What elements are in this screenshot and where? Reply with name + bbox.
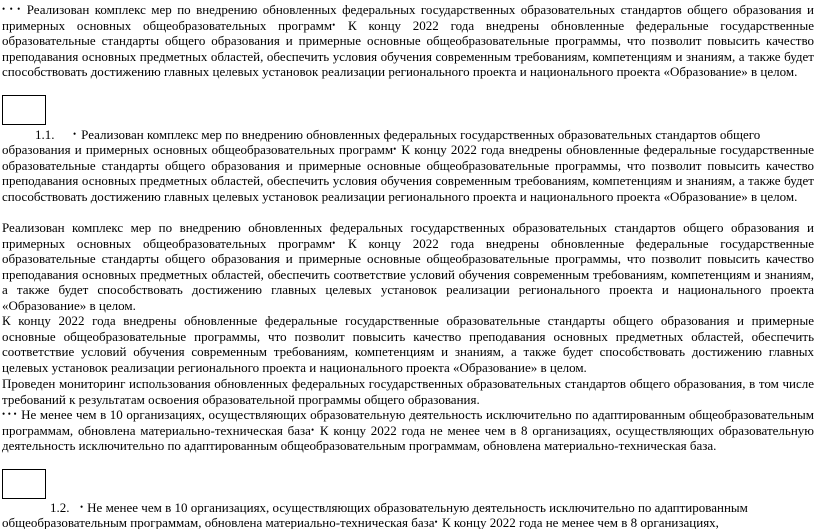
bullet-icon: •: [80, 502, 84, 512]
item-1-1-tail: К концу 2022 года внедрены обновленные федеральные государственные образовательные стандарты общего образования и примерные основные общеобразовательные программы, что позволит повысить качество преподавания основных предметных областей, обеспечить условия обучения современным требованиям, компетенциям и знаниям, а также будет способствовать достижению главных целевых установок реализации регионального проекта и национального проекта «Образование» в целом.: [2, 142, 815, 204]
item-1-2-number: 1.2.: [50, 500, 70, 515]
bullet-icon: •: [332, 19, 336, 30]
bullet-icon: •: [332, 237, 336, 248]
item-1-2-tail: К концу 2022 года не менее чем в 8 организациях,: [441, 515, 719, 529]
paragraph-6-tail: К концу 2022 года не менее чем в 8 организациях, осуществляющих образовательную деятельность исключительно по адаптированным общеобразовательным программам, обновлена материально-техническая база.: [2, 422, 815, 454]
paragraph-3: [2, 220, 814, 314]
paragraph-1: [2, 2, 814, 80]
bullet-icon: •: [73, 129, 77, 139]
bullet-icon: •: [310, 424, 315, 435]
paragraph-4: К концу 2022 года внедрены обновленные федеральные государственные образовательные стандарты общего образования и примерные основные общеобразовательные программы, что позволит повысить качество преподавания основных предметных областей, обеспечить соответствие условий обучения современным требованиям, компетенциям и знаниям, а также будет способствовать достижению главных целевых установок реализации регионального проекта и национального проекта «Образование» в целом.: [2, 313, 814, 375]
item-1-1-body: [2, 142, 814, 204]
paragraph-5: Проведен мониторинг использования обновленных федеральных государственных образовательных стандартов общего образования, в том числе требований к результатам освоения образовательной программы общего образования.: [2, 376, 814, 407]
bullet-triple-icon: • • •: [2, 409, 17, 419]
item-1-1-number: 1.1.: [35, 127, 55, 142]
bullet-icon: •: [434, 517, 438, 527]
empty-cell-box: [2, 469, 46, 499]
paragraph-3-tail: К концу 2022 года внедрены обновленные федеральные государственные образовательные стандарты общего образования и примерные основные общеобразовательные программы, что позволит повысить качество преподавания основных предметных областей, обеспечить соответствие условий обучения современным требованиям, компетенциям и знаниям, а также будет способствовать достижению главных целевых установок реализации регионального проекта и национального проекта «Образование» в целом.: [2, 235, 815, 313]
paragraph-1-lead: Реализован комплекс мер по внедрению обновленных федеральных государственных образовательных стандартов общего образования и примерных основных общеобразовательных программ: [2, 2, 815, 33]
item-1-1-first-line: Реализован комплекс мер по внедрению обновленных федеральных государственных образовательных стандартов общего: [81, 127, 761, 142]
item-1-1-lead: образования и примерных основных общеобразовательных программ: [2, 142, 394, 157]
paragraph-6: [2, 407, 814, 454]
paragraph-3-lead: Реализован комплекс мер по внедрению обновленных федеральных государственных образовательных стандартов общего образования и примерных основных общеобразовательных программ: [2, 220, 814, 251]
item-1-2-heading: [50, 500, 748, 516]
item-1-1-heading: [35, 127, 760, 143]
paragraph-1-tail: К концу 2022 года внедрены обновленные федеральные государственные образовательные стандарты общего образования и примерные основные общеобразовательные программы, что позволит повысить качество преподавания основных предметных областей, обеспечить условия обучения современным требованиям, компетенциям и знаниям, а также будет способствовать достижению главных целевых установок реализации регионального проекта и национального проекта «Образование» в целом.: [2, 17, 815, 80]
empty-cell-box: [2, 95, 46, 125]
bullet-icon: •: [393, 144, 397, 154]
paragraph-6-lead: Не менее чем в 10 организациях, осуществляющих образовательную деятельность исключительно по адаптированным общеобразовательным программам, обновлена материально-техническая база: [2, 407, 814, 438]
bullet-triple-icon: • • •: [2, 4, 21, 14]
item-1-2-body: [2, 515, 814, 529]
item-1-2-first-line: Не менее чем в 10 организациях, осуществляющих образовательную деятельность исключительно по адаптированным: [87, 500, 748, 515]
item-1-2-lead: общеобразовательным программам, обновлена материально-техническая база: [2, 515, 435, 529]
